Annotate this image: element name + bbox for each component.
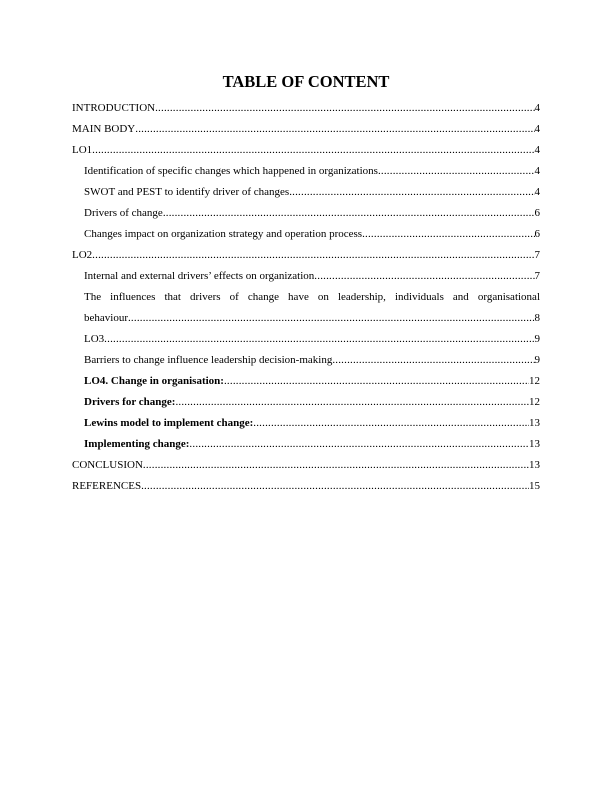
toc-entry-main-body[interactable] [72, 119, 540, 140]
toc-leader [314, 266, 534, 287]
toc-leader [104, 329, 534, 350]
table-of-contents [72, 98, 540, 497]
toc-entry-lo2[interactable] [72, 245, 540, 266]
toc-entry-swot-pest[interactable] [72, 182, 540, 203]
toc-page-number: 12 [529, 396, 540, 408]
toc-page-number: 8 [534, 312, 540, 324]
toc-leader [92, 245, 534, 266]
toc-label: LO2 [72, 249, 93, 261]
toc-page-number: 4 [534, 144, 540, 156]
toc-leader [378, 161, 535, 182]
toc-page-number: 13 [529, 459, 540, 471]
toc-label: Drivers for change: [84, 396, 176, 408]
toc-entry-lo4[interactable] [72, 371, 540, 392]
toc-entry-lo3[interactable] [72, 329, 540, 350]
toc-label: LO1 [72, 144, 93, 156]
toc-page-number: 13 [529, 417, 540, 429]
toc-label: CONCLUSION [72, 459, 143, 471]
toc-leader [135, 119, 534, 140]
toc-leader [163, 203, 535, 224]
toc-leader [141, 476, 529, 497]
toc-entry-conclusion[interactable] [72, 455, 540, 476]
toc-page-number: 6 [534, 207, 540, 219]
toc-label: SWOT and PEST to identify driver of changes [84, 186, 290, 198]
toc-leader [189, 434, 529, 455]
toc-page-number: 7 [534, 249, 540, 261]
toc-page-number: 4 [534, 165, 540, 177]
toc-label: Internal and external drivers’ effects on organization [84, 270, 315, 282]
toc-page-number: 6 [534, 228, 540, 240]
toc-label: MAIN BODY [72, 123, 136, 135]
toc-leader [92, 140, 534, 161]
toc-label: REFERENCES [72, 480, 142, 492]
toc-entry-influences-line1[interactable]: The influences that drivers of change have on leadership, individuals and organisational [84, 291, 540, 303]
toc-leader [175, 392, 529, 413]
toc-page-number: 4 [534, 102, 540, 114]
toc-page-number: 4 [534, 186, 540, 198]
toc-page-number: 12 [529, 375, 540, 387]
toc-label: Implementing change: [84, 438, 190, 450]
toc-page-number: 7 [534, 270, 540, 282]
toc-label: Changes impact on organization strategy and operation process [84, 228, 363, 240]
toc-leader [253, 413, 529, 434]
toc-leader [289, 182, 534, 203]
toc-leader [224, 371, 529, 392]
toc-label: Identification of specific changes which happened in organizations [84, 165, 378, 177]
toc-leader [362, 224, 534, 245]
toc-leader [155, 98, 534, 119]
toc-leader [143, 455, 529, 476]
toc-entry-drivers-for-change[interactable] [72, 392, 540, 413]
toc-entry-changes-impact[interactable] [72, 224, 540, 245]
toc-leader [128, 308, 535, 329]
toc-label: Drivers of change [84, 207, 163, 219]
toc-entry-identification-of-changes[interactable] [72, 161, 540, 182]
toc-entry-introduction[interactable] [72, 98, 540, 119]
toc-leader [332, 350, 534, 371]
toc-label: LO4. Change in organisation: [84, 375, 224, 387]
toc-entry-internal-external-drivers[interactable] [72, 266, 540, 287]
toc-page-number: 15 [529, 480, 540, 492]
toc-entry-implementing-change[interactable] [72, 434, 540, 455]
toc-label: behaviour [84, 312, 128, 324]
toc-page-number: 13 [529, 438, 540, 450]
toc-page-number: 4 [534, 123, 540, 135]
toc-entry-lewins-model[interactable] [72, 413, 540, 434]
page-title: TABLE OF CONTENT [222, 72, 390, 91]
toc-page-number: 9 [534, 333, 540, 345]
toc-page-number: 9 [534, 354, 540, 366]
toc-entry-drivers-of-change[interactable] [72, 203, 540, 224]
toc-entry-barriers-to-change[interactable] [72, 350, 540, 371]
toc-entry-lo1[interactable] [72, 140, 540, 161]
toc-label: INTRODUCTION [72, 102, 156, 114]
toc-label: Lewins model to implement change: [84, 417, 254, 429]
toc-label: LO3 [84, 333, 105, 345]
toc-entry-references[interactable] [72, 476, 540, 497]
toc-label: Barriers to change influence leadership decision-making [84, 354, 333, 366]
toc-entry-influences-line2[interactable] [72, 308, 540, 329]
